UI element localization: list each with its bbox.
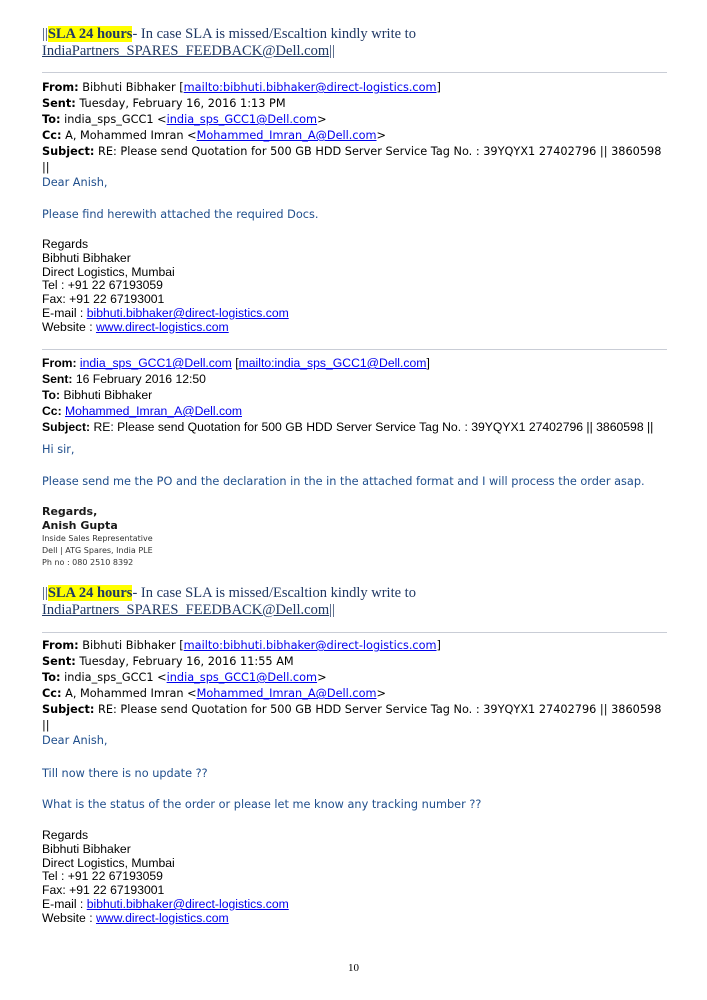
email3-to-link[interactable]: india_sps_GCC1@Dell.com <box>166 671 318 684</box>
sig-email: E-mail : bibhuti.bibhaker@direct-logistics.com <box>42 896 289 911</box>
email2-sender-phone: Ph no : 080 2510 8392 <box>42 558 134 567</box>
email1-subject: Subject: RE: Please send Quotation for 500 GB HDD Server Service Tag No. : 39YQYX1 27402796 || 3860598 || <box>42 145 662 174</box>
email2-body-line: Please send me the PO and the declaration in the in the attached format and I will process the order asap. <box>42 475 645 488</box>
email2-sent: Sent: 16 February 2016 12:50 <box>42 372 206 386</box>
email3-body-line: What is the status of the order or please let me know any tracking number ?? <box>42 798 482 811</box>
email1-sent: Sent: Tuesday, February 16, 2016 1:13 PM <box>42 97 286 110</box>
signature-block <box>42 829 667 926</box>
email1-to: To: india_sps_GCC1 <india_sps_GCC1@Dell.com> <box>42 113 327 126</box>
sla-note <box>42 26 667 60</box>
sla-feedback-link[interactable]: IndiaPartners_SPARES_FEEDBACK@Dell.com <box>42 43 330 59</box>
sig-fax: Fax: +91 22 67193001 <box>42 883 165 898</box>
sla-bar-close: || <box>329 43 335 59</box>
sla-bar-open: || <box>42 585 48 601</box>
email3-header <box>42 638 667 734</box>
email3-from: From: Bibhuti Bibhaker [mailto:bibhuti.bibhaker@direct-logistics.com] <box>42 639 441 652</box>
sig-regards: Regards <box>42 237 89 251</box>
email2-regards: Regards, <box>42 505 98 518</box>
email3-to: To: india_sps_GCC1 <india_sps_GCC1@Dell.com> <box>42 671 327 684</box>
email1-body-line: Please find herewith attached the required Docs. <box>42 208 319 221</box>
sig-company: Direct Logistics, Mumbai <box>42 264 175 279</box>
sla-note <box>42 585 667 619</box>
email3-body-line: Till now there is no update ?? <box>42 767 208 780</box>
email3-sent: Sent: Tuesday, February 16, 2016 11:55 AM <box>42 655 294 668</box>
email2-from-link[interactable]: india_sps_GCC1@Dell.com <box>79 356 232 370</box>
divider <box>42 72 667 73</box>
sig-email-link[interactable]: bibhuti.bibhaker@direct-logistics.com <box>86 896 289 911</box>
sig-tel: Tel : +91 22 67193059 <box>42 869 163 884</box>
email3-cc: Cc: A, Mohammed Imran <Mohammed_Imran_A@Dell.com> <box>42 687 386 700</box>
email2-to: To: Bibhuti Bibhaker <box>42 388 153 402</box>
sig-tel: Tel : +91 22 67193059 <box>42 278 163 293</box>
email3-greeting: Dear Anish, <box>42 734 108 747</box>
email1-from: From: Bibhuti Bibhaker [mailto:bibhuti.bibhaker@direct-logistics.com] <box>42 81 441 94</box>
email2-header <box>42 355 667 435</box>
email2-greeting: Hi sir, <box>42 443 75 456</box>
email2-subject: Subject: RE: Please send Quotation for 500 GB HDD Server Service Tag No. : 39YQYX1 27402796 || 3860598 || <box>42 420 654 434</box>
email2-cc: Cc: Mohammed_Imran_A@Dell.com <box>42 404 242 418</box>
page-number: 10 <box>348 962 359 974</box>
email2-sender-title: Inside Sales Representative <box>42 534 153 543</box>
sig-website: Website : www.direct-logistics.com <box>42 910 229 925</box>
email2-cc-link[interactable]: Mohammed_Imran_A@Dell.com <box>65 404 242 418</box>
sla-feedback-link[interactable]: IndiaPartners_SPARES_FEEDBACK@Dell.com <box>42 602 330 618</box>
signature-block <box>42 238 667 335</box>
sig-fax: Fax: +91 22 67193001 <box>42 292 165 307</box>
email1-header <box>42 80 667 176</box>
divider <box>42 632 667 633</box>
sig-name: Bibhuti Bibhaker <box>42 250 131 265</box>
sig-website-link[interactable]: www.direct-logistics.com <box>95 319 229 334</box>
email1-cc-link[interactable]: Mohammed_Imran_A@Dell.com <box>196 129 377 142</box>
email2-from: From: india_sps_GCC1@Dell.com [mailto:india_sps_GCC1@Dell.com] <box>42 356 430 370</box>
email2-from-mailto-link[interactable]: mailto:india_sps_GCC1@Dell.com <box>238 356 427 370</box>
sig-company: Direct Logistics, Mumbai <box>42 855 175 870</box>
email2-signature <box>42 505 667 569</box>
sla-bar-close: || <box>329 602 335 618</box>
sig-website: Website : www.direct-logistics.com <box>42 319 229 334</box>
sla-highlight: SLA 24 hours <box>47 26 133 42</box>
sla-bar-open: || <box>42 26 48 42</box>
sig-email: E-mail : bibhuti.bibhaker@direct-logistics.com <box>42 305 289 320</box>
divider <box>42 349 667 350</box>
email3-cc-link[interactable]: Mohammed_Imran_A@Dell.com <box>196 687 377 700</box>
sig-name: Bibhuti Bibhaker <box>42 841 131 856</box>
sig-email-link[interactable]: bibhuti.bibhaker@direct-logistics.com <box>86 305 289 320</box>
email1-from-link[interactable]: mailto:bibhuti.bibhaker@direct-logistics.com <box>183 81 437 94</box>
sla-highlight: SLA 24 hours <box>47 585 133 601</box>
sla-text: - In case SLA is missed/Escaltion kindly write to <box>132 585 416 601</box>
sig-website-link[interactable]: www.direct-logistics.com <box>95 910 229 925</box>
email1-to-link[interactable]: india_sps_GCC1@Dell.com <box>166 113 318 126</box>
email2-sender-dept: Dell | ATG Spares, India PLE <box>42 546 153 555</box>
email3-subject: Subject: RE: Please send Quotation for 500 GB HDD Server Service Tag No. : 39YQYX1 27402796 || 3860598 || <box>42 703 662 732</box>
email1-greeting: Dear Anish, <box>42 176 108 189</box>
email3-from-link[interactable]: mailto:bibhuti.bibhaker@direct-logistics.com <box>183 639 437 652</box>
email2-sender-name: Anish Gupta <box>42 519 118 532</box>
sla-text: - In case SLA is missed/Escaltion kindly write to <box>132 26 416 42</box>
email1-cc: Cc: A, Mohammed Imran <Mohammed_Imran_A@Dell.com> <box>42 129 386 142</box>
sig-regards: Regards <box>42 828 89 842</box>
